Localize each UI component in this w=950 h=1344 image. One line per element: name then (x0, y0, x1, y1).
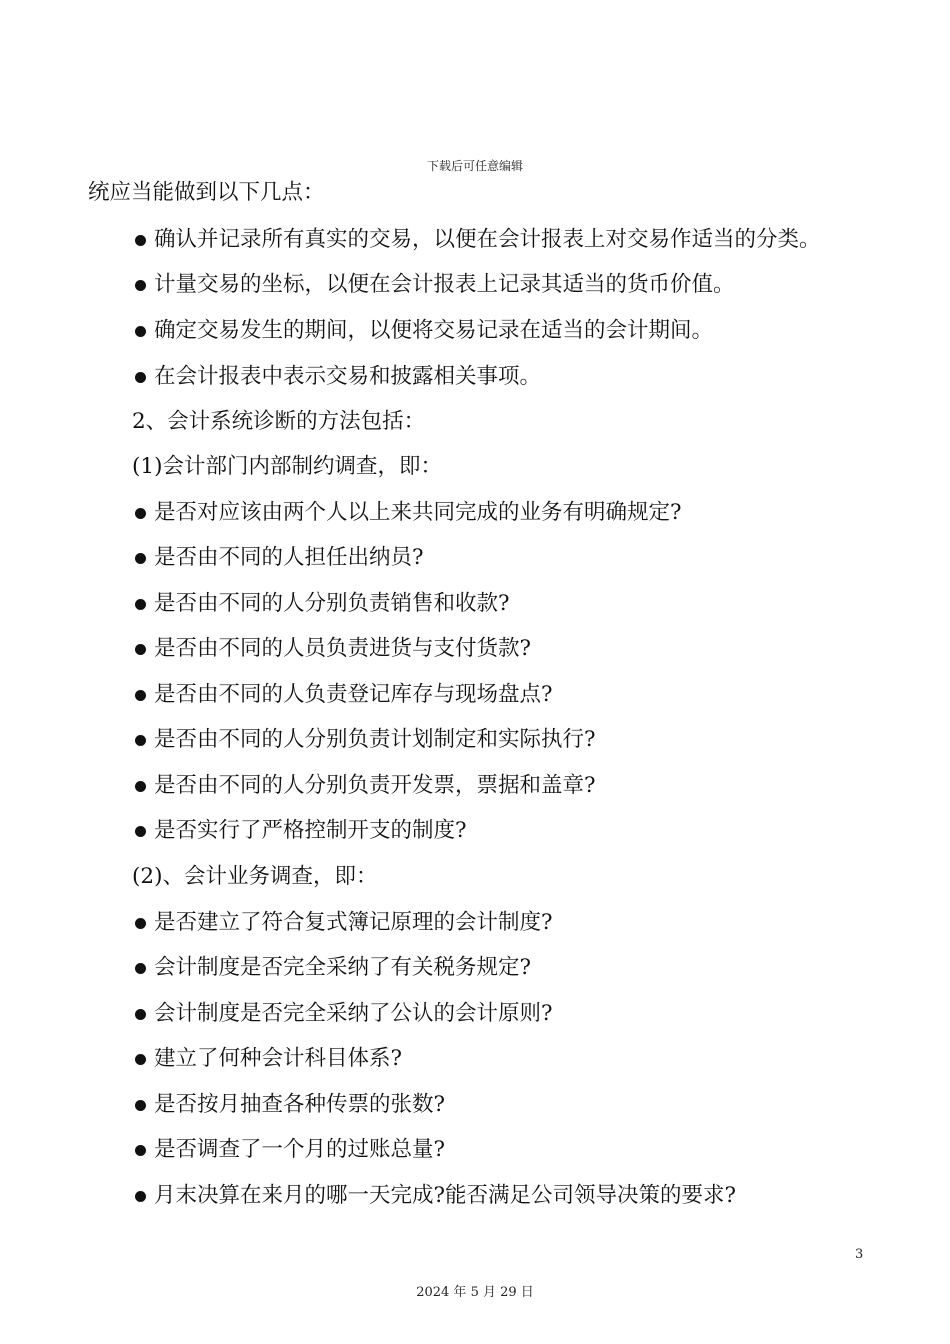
bullet-icon (135, 553, 146, 564)
bullet-item (135, 1135, 445, 1165)
bullet-item (135, 816, 467, 846)
bullet-icon (135, 781, 146, 792)
bullet-icon (135, 963, 146, 974)
bullet-text: 是否由不同的人担任出纳员? (154, 545, 424, 570)
bullet-icon (135, 372, 146, 383)
bullet-item (135, 1090, 445, 1120)
bullet-text: 是否建立了符合复式簿记原理的会计制度? (154, 910, 553, 935)
bullet-item (135, 543, 424, 573)
bullet-item (135, 953, 531, 983)
bullet-text: 是否由不同的人分别负责计划制定和实际执行? (154, 727, 596, 752)
bullet-text: 会计制度是否完全采纳了有关税务规定? (154, 955, 532, 980)
bullet-text: 是否由不同的人分别负责销售和收款? (154, 591, 510, 616)
bullet-text: 是否由不同的人员负责进货与支付货款? (154, 636, 532, 661)
bullet-icon (135, 235, 146, 246)
bullet-icon (135, 690, 146, 701)
bullet-icon (135, 826, 146, 837)
bullet-text: 计量交易的坐标，以便在会计报表上记录其适当的货币价值。 (154, 272, 735, 297)
bullet-item (135, 362, 541, 392)
bullet-icon (135, 1009, 146, 1020)
bullet-item (135, 771, 596, 801)
bullet-text: 月末决算在来月的哪一天完成?能否满足公司领导决策的要求? (154, 1183, 737, 1208)
subsection-heading: (1)会计部门内部制约调查，即： (132, 454, 442, 479)
bullet-text: 是否由不同的人分别负责开发票，票据和盖章? (154, 773, 596, 798)
bullet-icon (135, 1054, 146, 1065)
bullet-icon (135, 280, 146, 291)
bullet-item (135, 634, 531, 664)
header-note: 下载后可任意编辑 (426, 159, 523, 173)
bullet-item (135, 908, 553, 938)
bullet-text: 在会计报表中表示交易和披露相关事项。 (154, 364, 542, 389)
bullet-item (135, 999, 553, 1029)
bullet-icon (135, 1191, 146, 1202)
footer-date: 2024 年 5 月 29 日 (416, 1285, 534, 1300)
bullet-item (135, 725, 596, 755)
bullet-item (135, 498, 682, 528)
bullet-icon (135, 326, 146, 337)
bullet-text: 确定交易发生的期间，以便将交易记录在适当的会计期间。 (154, 318, 714, 343)
bullet-item (135, 270, 735, 300)
bullet-icon (135, 1100, 146, 1111)
bullet-item (135, 1181, 736, 1211)
bullet-item (135, 316, 713, 346)
bullet-icon (135, 599, 146, 610)
bullet-text: 是否对应该由两个人以上来共同完成的业务有明确规定? (154, 500, 682, 525)
bullet-icon (135, 735, 146, 746)
bullet-text: 是否由不同的人负责登记库存与现场盘点? (154, 682, 553, 707)
paragraph-line: 统应当能做到以下几点： (88, 180, 325, 205)
bullet-item (135, 225, 821, 255)
bullet-icon (135, 508, 146, 519)
bullet-item (135, 589, 510, 619)
bullet-icon (135, 1145, 146, 1156)
bullet-text: 是否实行了严格控制开支的制度? (154, 818, 467, 843)
bullet-icon (135, 644, 146, 655)
page-number: 3 (855, 1247, 864, 1262)
bullet-text: 是否按月抽查各种传票的张数? (154, 1092, 446, 1117)
bullet-item (135, 1044, 402, 1074)
bullet-text: 是否调查了一个月的过账总量? (154, 1137, 446, 1162)
bullet-icon (135, 918, 146, 929)
bullet-text: 确认并记录所有真实的交易，以便在会计报表上对交易作适当的分类。 (154, 227, 821, 252)
bullet-text: 建立了何种会计科目体系? (154, 1046, 403, 1071)
section-heading: 2、会计系统诊断的方法包括： (132, 409, 426, 434)
subsection-heading: (2)、会计业务调查，即： (132, 864, 378, 889)
bullet-item (135, 680, 553, 710)
bullet-text: 会计制度是否完全采纳了公认的会计原则? (154, 1001, 553, 1026)
